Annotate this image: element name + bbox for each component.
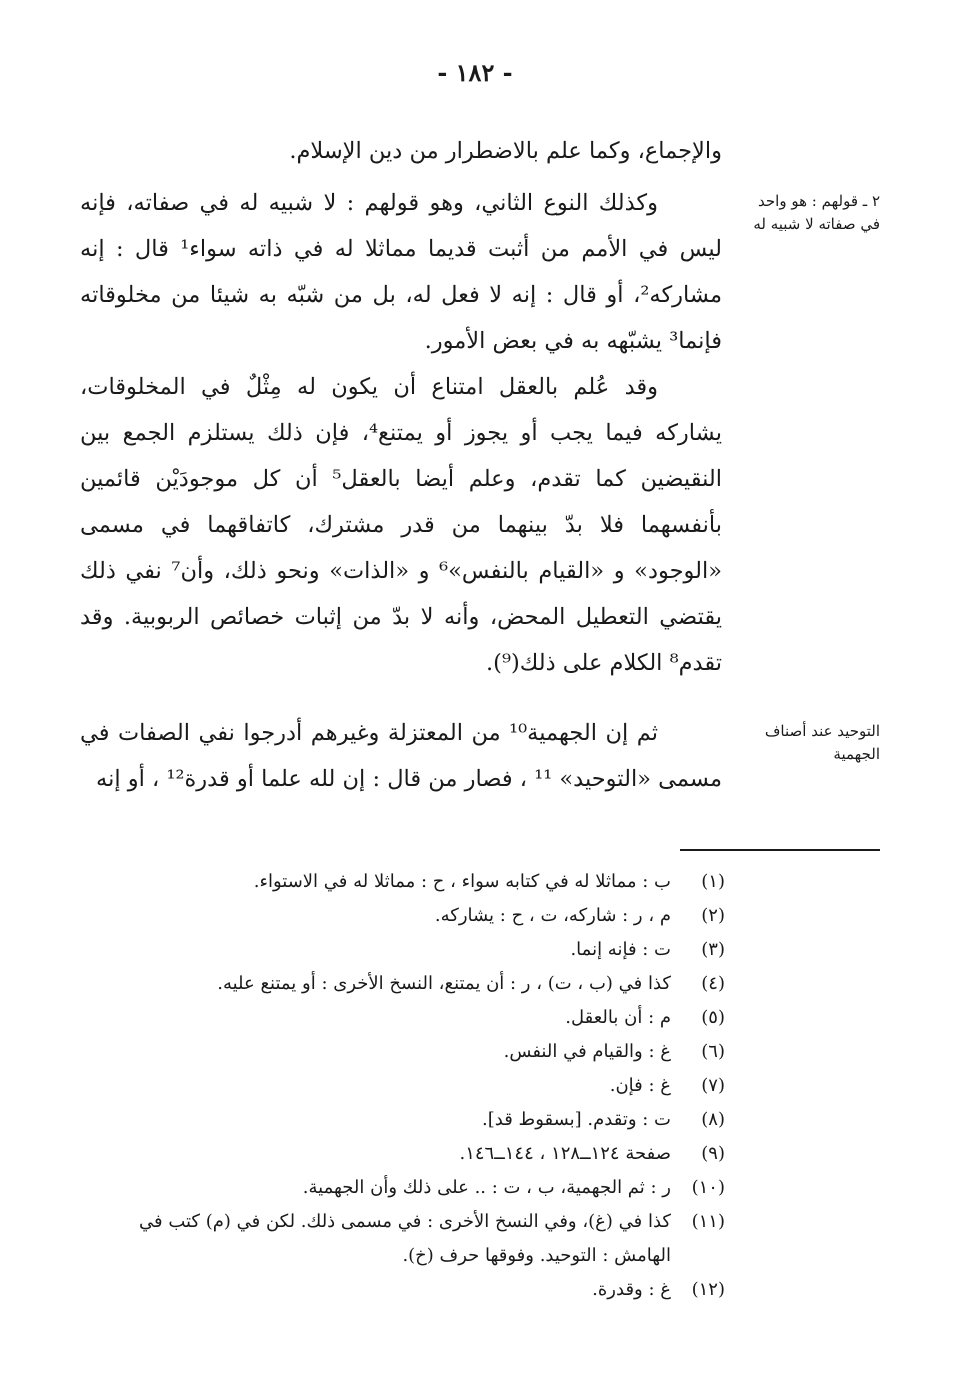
footnote-number: (٧) — [701, 1075, 725, 1096]
main-paragraph-2: وكذلك النوع الثاني، وهو قولهم : لا شبيه له في صفاته، فإنه ليس في الأمم من أثبت قديما مماثلا له في ذاته سواء¹ قال : إنه مشاركه²، أو قال : إنه لا فعل له، بل من شبّه به شيئا من مخلوقاته فإنما³ يشبّهه به في بعض الأمور. — [80, 190, 722, 354]
footnote-divider — [680, 849, 880, 851]
footnote-number: (٣) — [701, 939, 725, 960]
footnote-number: (١٠) — [691, 1177, 725, 1198]
footnote — [80, 967, 725, 1001]
footnote — [80, 1069, 725, 1103]
footnote-text: غ : وقدرة. — [592, 1279, 671, 1300]
main-paragraph-3: وقد عُلم بالعقل امتناع أن يكون له مِثْلٌ في المخلوقات، يشاركه فيما يجب أو يجوز أو يمتنع⁴، فإن ذلك يستلزم الجمع بين النقيضين كما تقدم، وعلم أيضا بالعقل⁵ أن كل موجودَيْن قائمين بأنفسهما فلا بدّ بينهما من قدر مشترك، كاتفاقهما في مسمى «الوجود» و «القيام بالنفس»⁶ و «الذات» ونحو ذلك، وأن⁷ نفي ذلك يقتضي التعطيل المحض، وأنه لا بدّ من إثبات خصائص الربوبية. وقد تقدم⁸ الكلام على ذلك(⁹). — [80, 374, 722, 676]
main-paragraph-1: والإجماع، وكما علم بالاضطرار من دين الإسلام. — [289, 138, 722, 164]
footnote — [80, 933, 725, 967]
footnote-text: كذا في (ب ، ت) ، ر : أن يمتنع، النسخ الأخرى : أو يمتنع عليه. — [217, 973, 671, 994]
footnote-number: (١١) — [691, 1211, 725, 1232]
footnote-text: ت : فإنه إنما. — [570, 939, 671, 960]
margin-note-1: ٢ ـ قولهم : هو واحد في صفاته لا شبيه له — [753, 192, 880, 233]
footnote-text: ت : وتقدم. [بسقوط قد]. — [482, 1109, 671, 1130]
footnote-text: كذا في (غ)، وفي النسخ الأخرى : في مسمى ذلك. لكن في (م) كتب في الهامش : التوحيد. وفوقها حرف (خ). — [138, 1211, 671, 1266]
footnote-number: (٢) — [701, 905, 725, 926]
footnote — [80, 1273, 725, 1307]
footnote-text: صفحة ١٢٤ــ١٢٨ ، ١٤٤ــ١٤٦. — [459, 1143, 671, 1164]
footnote-number: (١) — [701, 871, 725, 892]
footnote-number: (٩) — [701, 1143, 725, 1164]
footnote-number: (١٢) — [691, 1279, 725, 1300]
footnote — [80, 1001, 725, 1035]
footnote-text: ب : مماثلا له في كتابه سواء ، ح : مماثلا له في الاستواء. — [253, 871, 671, 892]
footnote-text: م : أن بالعقل. — [565, 1007, 671, 1028]
footnote-text: م ، ر : شاركه، ت ، ح : يشاركه. — [434, 905, 671, 926]
footnote-number: (٨) — [701, 1109, 725, 1130]
footnote — [80, 865, 725, 899]
footnote — [80, 1103, 725, 1137]
margin-note-2: التوحيد عند أصناف الجهمية — [764, 722, 880, 763]
main-paragraph-4: ثم إن الجهمية¹⁰ من المعتزلة وغيرهم أدرجوا نفي الصفات في مسمى «التوحيد» ¹¹ ، فصار من قال : إن لله علما أو قدرة¹² ، أو إنه — [80, 720, 722, 792]
footnote — [80, 1205, 725, 1273]
footnote-text: ر : ثم الجهمية، ب ، ت : .. على ذلك وأن الجهمية. — [302, 1177, 671, 1198]
footnote-text: غ : فإن. — [609, 1075, 671, 1096]
footnote — [80, 1171, 725, 1205]
page-number: - ١٨٢ - — [437, 58, 513, 87]
footnote — [80, 899, 725, 933]
footnotes-list — [80, 865, 725, 1307]
footnote-number: (٥) — [701, 1007, 725, 1028]
footnote — [80, 1137, 725, 1171]
footnote-number: (٤) — [701, 973, 725, 994]
footnote — [80, 1035, 725, 1069]
footnote-number: (٦) — [701, 1041, 725, 1062]
footnote-text: غ : والقيام في النفس. — [503, 1041, 671, 1062]
